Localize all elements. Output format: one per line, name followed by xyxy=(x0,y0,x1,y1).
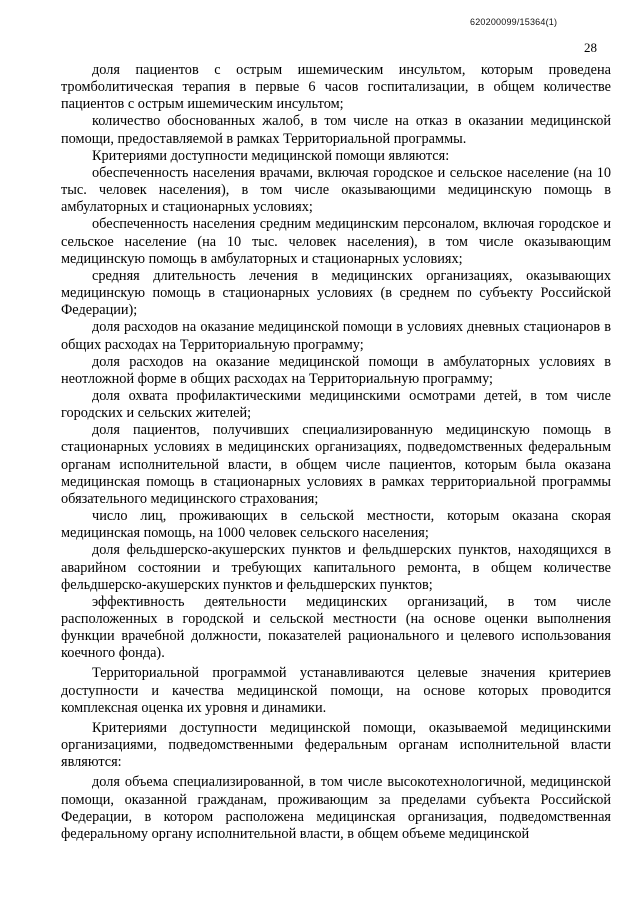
paragraph-thrombolytic-therapy: доля пациентов с острым ишемическим инсультом, которым проведена тромболитическая терапия в первые 6 часов госпитализации, в общем количестве пациентов с острым ишемическим инсультом; xyxy=(61,62,611,113)
paragraph-accessibility-criteria-heading: Критериями доступности медицинской помощи являются: xyxy=(92,147,450,164)
paragraph-complaints: количество обоснованных жалоб, в том числе на отказ в оказании медицинской помощи, предоставляемой в рамках Территориальной программы. xyxy=(61,113,611,147)
paragraph-doctors-provision: обеспеченность населения врачами, включая городское и сельское население (на 10 тыс. человек населения), в том числе оказывающими медицинскую помощь в амбулаторных и стационарных условиях; xyxy=(61,164,611,216)
paragraph-rural-ambulance: число лиц, проживающих в сельской местности, которым оказана скорая медицинская помощь, на 1000 человек сельского населения; xyxy=(61,508,611,542)
page-number: 28 xyxy=(584,40,597,55)
document-body xyxy=(61,62,611,843)
paragraph-federal-accessibility-heading: Критериями доступности медицинской помощи, оказываемой медицинскими организациями, подведомственными федеральным органам исполнительной власти являются: xyxy=(61,719,611,771)
paragraph-out-of-region-care: доля объема специализированной, в том числе высокотехнологичной, медицинской помощи, оказанной гражданам, проживающим за пределами субъекта Российской Федерации, в котором расположена медицинская организация, подведомственная федеральному органу исполнительной власти, в общем объеме медицинской xyxy=(61,774,611,842)
paragraph-urgent-outpatient-expenses: доля расходов на оказание медицинской помощи в амбулаторных условиях в неотложной форме в общих расходах на Территориальную программу; xyxy=(61,353,611,387)
paragraph-nursing-staff-provision: обеспеченность населения средним медицинским персоналом, включая городское и сельское население (на 10 тыс. человек населения), в том числе оказывающим медицинскую помощь в амбулаторных и стационарных условиях; xyxy=(61,216,611,267)
paragraph-target-values: Территориальной программой устанавливаются целевые значения критериев доступности и качества медицинской помощи, на основе которых проводится комплексная оценка их уровня и динамики. xyxy=(61,665,611,716)
paragraph-federal-specialized-care: доля пациентов, получивших специализированную медицинскую помощь в стационарных условиях в медицинских организациях, подведомственных федеральным органам исполнительной власти, в общем числе пациентов, которым была оказана медицинская помощь в стационарных условиях в рамках территориальной программы обязательного медицинского страхования; xyxy=(61,422,611,507)
paragraph-treatment-duration: средняя длительность лечения в медицинских организациях, оказывающих медицинскую помощь в стационарных условиях (в среднем по субъекту Российской Федерации); xyxy=(61,267,611,319)
paragraph-feldsher-points: доля фельдшерско-акушерских пунктов и фельдшерских пунктов, находящихся в аварийном состоянии и требующих капитального ремонта, в общем количестве фельдшерско-акушерских пунктов и фельдшерских пунктов; xyxy=(61,542,611,593)
paragraph-day-hospital-expenses: доля расходов на оказание медицинской помощи в условиях дневных стационаров в общих расходах на Территориальную программу; xyxy=(61,319,611,353)
paragraph-child-checkups: доля охвата профилактическими медицинскими осмотрами детей, в том числе городских и сельских жителей; xyxy=(61,387,611,422)
paragraph-organization-efficiency: эффективность деятельности медицинских организаций, в том числе расположенных в городской и сельской местности (на основе оценки выполнения функции врачебной должности, показателей рационального и целевого использования коечного фонда). xyxy=(61,593,611,662)
document-id: 620200099/15364(1) xyxy=(470,17,558,27)
